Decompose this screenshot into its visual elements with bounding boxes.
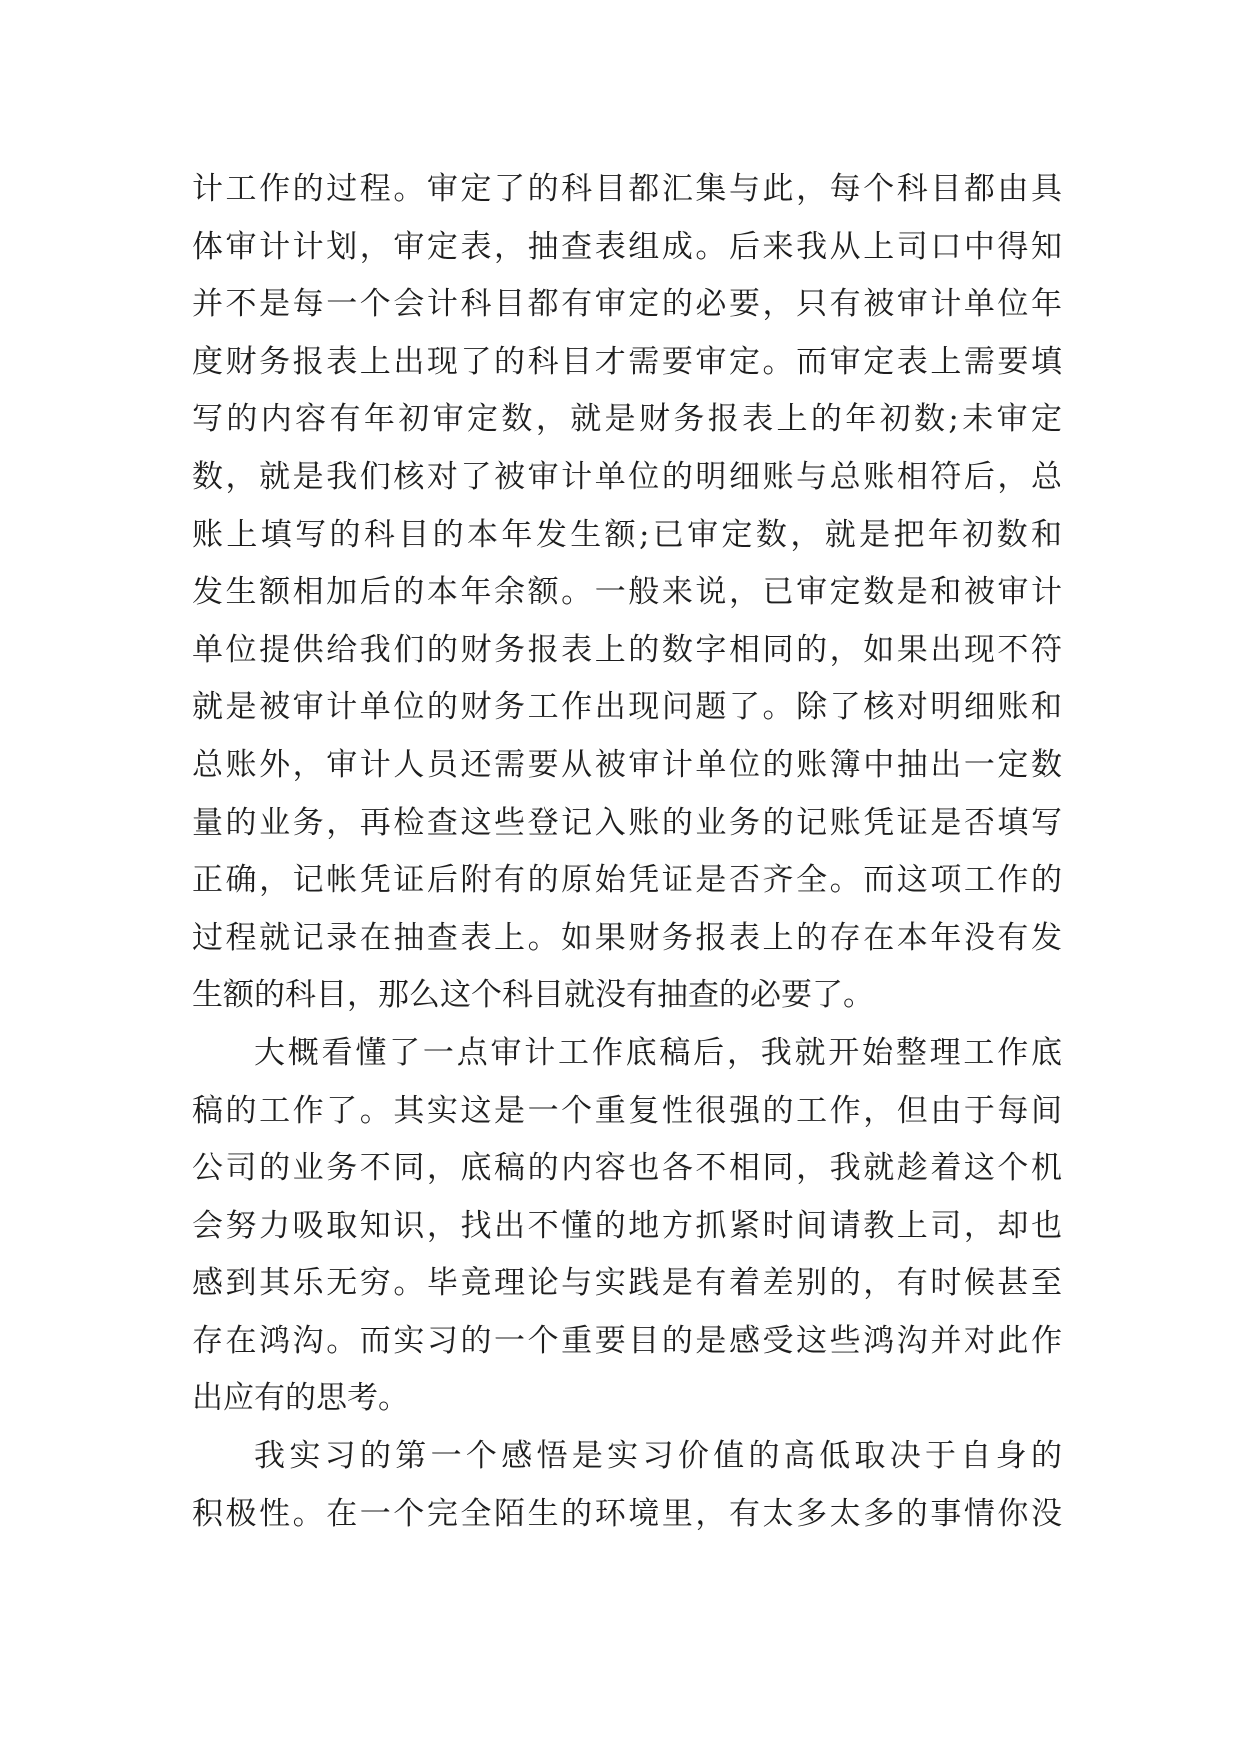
- text-line: 账上填写的科目的本年发生额;已审定数，就是把年初数和: [192, 516, 1062, 553]
- text-line: 感到其乐无穷。毕竟理论与实践是有着差别的，有时候甚至: [192, 1265, 1062, 1302]
- text-line: 公司的业务不同，底稿的内容也各不相同，我就趁着这个机: [192, 1150, 1062, 1187]
- text-line: 体审计计划，审定表，抽查表组成。后来我从上司口中得知: [192, 228, 1062, 265]
- text-line: 计工作的过程。审定了的科目都汇集与此，每个科目都由具: [192, 171, 1062, 207]
- text-line: 度财务报表上出现了的科目才需要审定。而审定表上需要填: [192, 343, 1062, 380]
- text-line: 出应有的思考。: [192, 1380, 409, 1417]
- body-text: [192, 161, 1062, 1543]
- text-line: 总账外，审计人员还需要从被审计单位的账簿中抽出一定数: [192, 746, 1062, 783]
- text-line: 大概看懂了一点审计工作底稿后，我就开始整理工作底: [254, 1034, 1062, 1071]
- text-line: 量的业务，再检查这些登记入账的业务的记账凭证是否填写: [192, 804, 1062, 841]
- text-line: 写的内容有年初审定数，就是财务报表上的年初数;未审定: [192, 401, 1062, 438]
- text-line: 生额的科目，那么这个科目就没有抽查的必要了。: [192, 977, 874, 1014]
- text-line: 发生额相加后的本年余额。一般来说，已审定数是和被审计: [192, 574, 1062, 611]
- text-line: 积极性。在一个完全陌生的环境里，有太多太多的事情你没: [192, 1495, 1062, 1532]
- text-line: 并不是每一个会计科目都有审定的必要，只有被审计单位年: [192, 286, 1062, 323]
- text-line: 稿的工作了。其实这是一个重复性很强的工作，但由于每间: [192, 1092, 1062, 1129]
- text-line: 正确，记帐凭证后附有的原始凭证是否齐全。而这项工作的: [192, 862, 1062, 899]
- text-line: 过程就记录在抽查表上。如果财务报表上的存在本年没有发: [192, 919, 1062, 956]
- text-line: 存在鸿沟。而实习的一个重要目的是感受这些鸿沟并对此作: [192, 1322, 1062, 1359]
- text-line: 单位提供给我们的财务报表上的数字相同的，如果出现不符: [192, 631, 1062, 668]
- text-line: 我实习的第一个感悟是实习价值的高低取决于自身的: [254, 1438, 1062, 1475]
- text-line: 数，就是我们核对了被审计单位的明细账与总账相符后，总: [192, 458, 1062, 495]
- text-line: 会努力吸取知识，找出不懂的地方抓紧时间请教上司，却也: [192, 1207, 1062, 1244]
- text-line: 就是被审计单位的财务工作出现问题了。除了核对明细账和: [192, 689, 1062, 726]
